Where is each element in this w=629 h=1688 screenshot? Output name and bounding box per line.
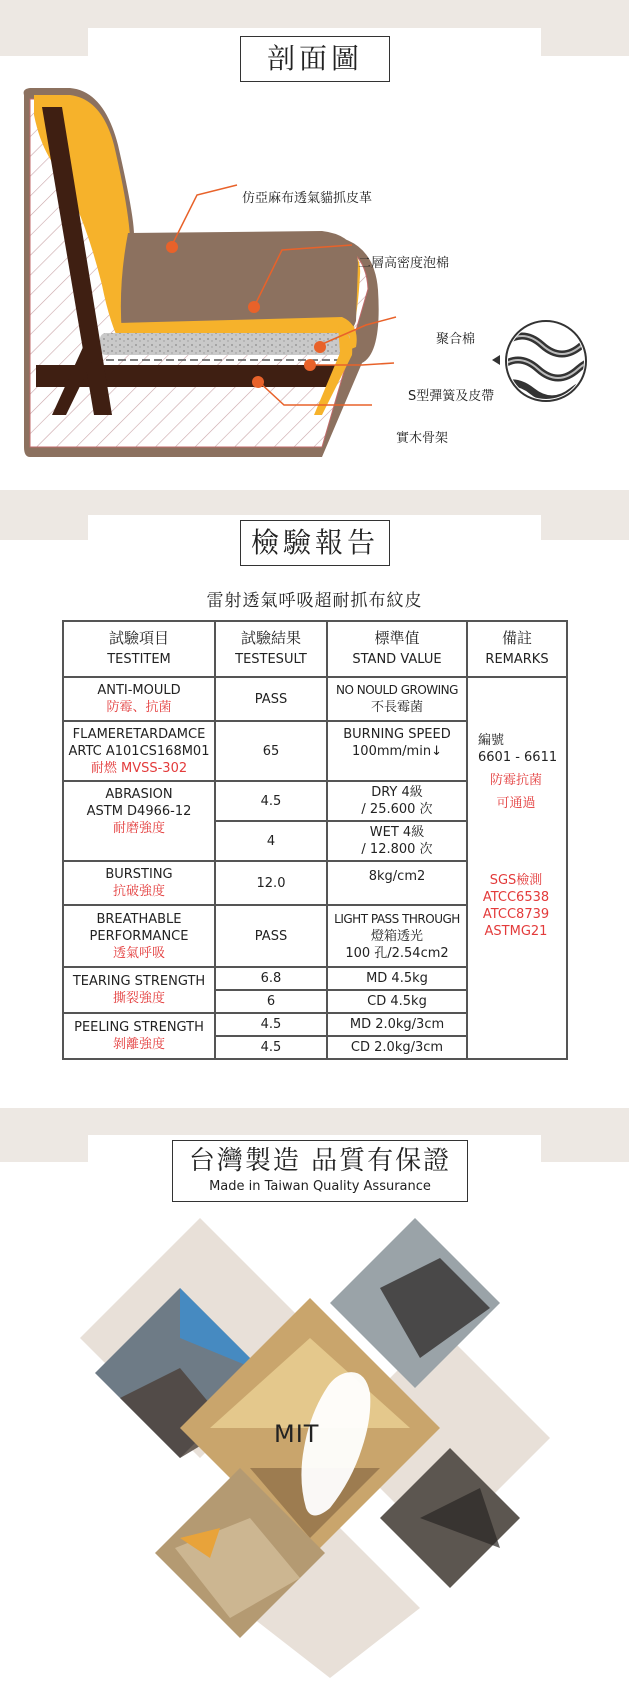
header-test-item: 試驗項目 TESTITEM: [63, 621, 215, 677]
section1-title-box: [240, 36, 390, 82]
std-peeling-cd: CD 2.0kg/3cm: [327, 1036, 467, 1059]
std-tearing-cd: CD 4.5kg: [327, 990, 467, 1013]
table-row: [63, 677, 567, 721]
item-bursting: BURSTING 抗破強度: [63, 861, 215, 905]
callout-spring: S型彈簧及皮帶: [408, 389, 495, 404]
callout-frame: 實木骨架: [396, 431, 449, 446]
item-tearing: TEARING STRENGTH 撕裂強度: [63, 967, 215, 1013]
item-breathable: BREATHABLE PERFORMANCE 透氣呼吸: [63, 905, 215, 967]
section3-subtitle: Made in Taiwan Quality Assurance: [209, 1179, 431, 1194]
mit-collage: [80, 1218, 550, 1678]
std-bursting: 8kg/cm2: [327, 861, 467, 905]
std-breathable: LIGHT PASS THROUGH 燈箱透光 100 孔/2.54cm2: [327, 905, 467, 967]
std-peeling-md: MD 2.0kg/3cm: [327, 1013, 467, 1036]
result-flame: 65: [215, 721, 327, 781]
result-bursting: 12.0: [215, 861, 327, 905]
result-peeling-cd: 4.5: [215, 1036, 327, 1059]
std-abrasion-dry: DRY 4級 / 25.600 次: [327, 781, 467, 821]
section3-title: 台灣製造 品質有保證: [188, 1146, 452, 1176]
section2-title-box: [240, 520, 390, 566]
batting-layer: [100, 333, 350, 355]
sofa-cross-section-diagram: [22, 85, 612, 465]
test-report-table: [62, 620, 568, 1060]
std-tearing-md: MD 4.5kg: [327, 967, 467, 990]
callout-batting: 聚合棉: [436, 332, 476, 347]
header-remarks: 備註 REMARKS: [467, 621, 567, 677]
header-test-result: 試驗結果 TESTESULT: [215, 621, 327, 677]
table-header-row: [63, 621, 567, 677]
callout-foam: 二層高密度泡棉: [358, 256, 450, 271]
remarks-cell: [467, 677, 567, 1059]
result-abrasion-wet: 4: [215, 821, 327, 861]
result-breathable: PASS: [215, 905, 327, 967]
remarks-note1: 防霉抗菌: [489, 773, 542, 788]
spring-detail-icon: [492, 317, 612, 407]
std-anti-mould: NO NOULD GROWING 不長霉菌: [327, 677, 467, 721]
result-tearing-md: 6.8: [215, 967, 327, 990]
mit-label: MIT: [274, 1420, 320, 1448]
remarks-sgs: SGS檢測: [489, 873, 543, 888]
result-abrasion-dry: 4.5: [215, 781, 327, 821]
std-flame: BURNING SPEED 100mm/min↓: [327, 721, 467, 781]
remarks-std-a: ATCC6538: [482, 890, 550, 905]
remarks-code-range: 6601 - 6611: [478, 750, 558, 765]
remarks-std-c: ASTMG21: [484, 924, 548, 939]
item-anti-mould: ANTI-MOULD 防霉、抗菌: [63, 677, 215, 721]
remarks-note2: 可通過: [496, 796, 536, 811]
result-tearing-cd: 6: [215, 990, 327, 1013]
result-anti-mould: PASS: [215, 677, 327, 721]
item-abrasion: ABRASION ASTM D4966-12 耐磨強度: [63, 781, 215, 861]
remarks-code-label: 編號: [478, 733, 505, 748]
callout-fabric: 仿亞麻布透氣貓抓皮革: [242, 191, 373, 206]
section2-title: 檢驗報告: [250, 526, 379, 559]
remarks-std-b: ATCC8739: [482, 907, 550, 922]
item-flame: FLAMERETARDAMCE ARTC A101CS168M01 耐燃 MVSS-302: [63, 721, 215, 781]
section3-title-box: [172, 1140, 468, 1202]
header-standard-value: 標準值 STAND VALUE: [327, 621, 467, 677]
std-abrasion-wet: WET 4級 / 12.800 次: [327, 821, 467, 861]
report-subtitle: 雷射透氣呼吸超耐抓布紋皮: [206, 591, 423, 611]
result-peeling-md: 4.5: [215, 1013, 327, 1036]
item-peeling: PEELING STRENGTH 剝離強度: [63, 1013, 215, 1059]
section1-title: 剖面圖: [266, 42, 363, 75]
